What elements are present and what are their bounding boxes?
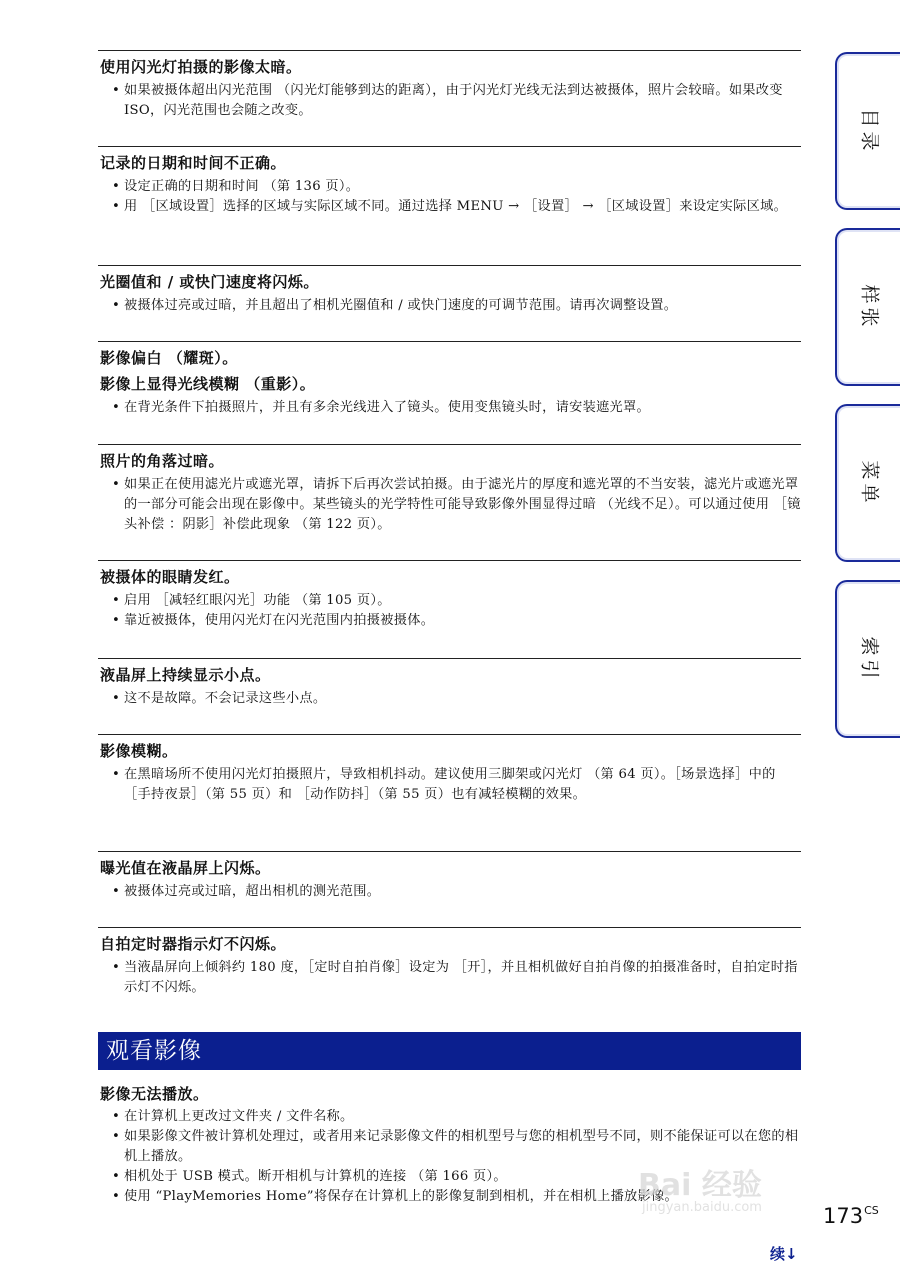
tab-label-text: 菜单 xyxy=(858,459,881,507)
section-title: 使用闪光灯拍摄的影像太暗。 xyxy=(100,58,302,76)
bullet-item: • 使用 “PlayMemories Home”将保存在计算机上的影像复制到相机，并在相机上播放影像。 xyxy=(124,1187,801,1207)
section-title: 被摄体的眼睛发红。 xyxy=(100,568,240,586)
section-rule xyxy=(98,444,801,445)
section-rule xyxy=(98,927,801,928)
troubleshooting-section xyxy=(98,444,801,535)
bullet-list xyxy=(98,296,801,316)
tab-label-text: 目录 xyxy=(858,107,881,155)
tab-contents[interactable] xyxy=(835,52,900,210)
bullet-item: • 在黑暗场所不使用闪光灯拍摄照片，导致相机抖动。建议使用三脚架或闪光灯 （第 64 页）。［场景选择］中的 ［手持夜景］（第 55 页）和 ［动作防抖］（第 55 页）也有减轻模糊的效果。 xyxy=(124,765,801,805)
tab-label xyxy=(851,54,891,208)
section-rule xyxy=(98,560,801,561)
section-title: 自拍定时器指示灯不闪烁。 xyxy=(100,935,287,953)
section-rule xyxy=(98,341,801,342)
bullet-item: • 如果正在使用滤光片或遮光罩，请拆下后再次尝试拍摄。由于滤光片的厚度和遮光罩的不当安装，滤光片或遮光罩的一部分可能会出现在影像中。某些镜头的光学特性可能导致影像外围显得过暗 （光线不足）。可以通过使用 ［镜头补偿 ：阴影］补偿此现象 （第 122 页）。 xyxy=(124,475,801,535)
section-rule xyxy=(98,265,801,266)
section-title: 液晶屏上持续显示小点。 xyxy=(100,666,271,684)
playback-section xyxy=(98,1083,801,1207)
bullet-list xyxy=(98,591,801,631)
section-title: 记录的日期和时间不正确。 xyxy=(100,154,287,172)
section-title: 光圈值和 / 或快门速度将闪烁。 xyxy=(100,273,319,291)
troubleshooting-section xyxy=(98,851,801,902)
bullet-list xyxy=(98,958,801,998)
tab-label xyxy=(851,582,891,736)
section-title: 影像无法播放。 xyxy=(100,1085,209,1103)
tab-label xyxy=(851,406,891,560)
troubleshooting-section xyxy=(98,658,801,709)
section-rule xyxy=(98,146,801,147)
bullet-list xyxy=(98,475,801,535)
section-title: 影像模糊。 xyxy=(100,742,178,760)
troubleshooting-sections xyxy=(98,0,801,1005)
playback-items xyxy=(98,1107,801,1207)
bullet-list xyxy=(98,177,801,217)
bullet-item: • 被摄体过亮或过暗，并且超出了相机光圈值和 / 或快门速度的可调节范围。请再次调整设置。 xyxy=(124,296,801,316)
continue-link[interactable]: 续↓ xyxy=(770,1245,798,1263)
tab-label xyxy=(851,230,891,384)
bullet-list xyxy=(98,689,801,709)
bullet-list xyxy=(98,765,801,805)
manual-content xyxy=(98,0,801,1207)
watermark: Bai 经验 jingyan.baidu.com xyxy=(638,1168,762,1215)
section-title: 照片的角落过暗。 xyxy=(100,452,225,470)
bullet-item: • 靠近被摄体，使用闪光灯在闪光范围内拍摄被摄体。 xyxy=(124,611,801,631)
section-banner: 观看影像 xyxy=(98,1032,801,1070)
section-title: 影像偏白 （耀斑）。 xyxy=(100,349,238,367)
troubleshooting-section xyxy=(98,927,801,998)
bullet-item: • 被摄体过亮或过暗，超出相机的测光范围。 xyxy=(124,882,801,902)
tab-menu[interactable] xyxy=(835,404,900,562)
troubleshooting-section xyxy=(98,734,801,805)
bullet-item: • 这不是故障。不会记录这些小点。 xyxy=(124,689,801,709)
bullet-item: • 如果影像文件被计算机处理过，或者用来记录影像文件的相机型号与您的相机型号不同，则不能保证可以在您的相机上播放。 xyxy=(124,1127,801,1167)
bullet-item: • 在背光条件下拍摄照片，并且有多余光线进入了镜头。使用变焦镜头时，请安装遮光罩。 xyxy=(124,398,801,418)
bullet-item: • 相机处于 USB 模式。断开相机与计算机的连接 （第 166 页）。 xyxy=(124,1167,801,1187)
troubleshooting-section xyxy=(98,146,801,217)
bullet-list xyxy=(98,398,801,418)
bullet-list xyxy=(98,882,801,902)
troubleshooting-section xyxy=(98,265,801,316)
bullet-item: • 如果被摄体超出闪光范围 （闪光灯能够到达的距离），由于闪光灯光线无法到达被摄体，照片会较暗。如果改变 ISO，闪光范围也会随之改变。 xyxy=(124,81,801,121)
page-number: $173^{CS}$ xyxy=(823,1204,879,1228)
tab-label-text: 样张 xyxy=(858,283,881,331)
section-title: 曝光值在液晶屏上闪烁。 xyxy=(100,859,271,877)
bullet-item: • 启用 ［减轻红眼闪光］功能 （第 105 页）。 xyxy=(124,591,801,611)
tab-label-text: 索引 xyxy=(858,635,881,683)
section-rule xyxy=(98,658,801,659)
section-rule xyxy=(98,734,801,735)
tab-samples[interactable] xyxy=(835,228,900,386)
troubleshooting-section xyxy=(98,50,801,121)
bullet-item: • 用 ［区域设置］选择的区域与实际区域不同。通过选择 MENU → ［设置］ → ［区域设置］来设定实际区域。 xyxy=(124,197,801,217)
bullet-list xyxy=(98,81,801,121)
bullet-item: • 当液晶屏向上倾斜约 180 度，［定时自拍肖像］设定为 ［开］，并且相机做好自拍肖像的拍摄准备时，自拍定时指示灯不闪烁。 xyxy=(124,958,801,998)
troubleshooting-section xyxy=(98,341,801,418)
bullet-item: • 在计算机上更改过文件夹 / 文件名称。 xyxy=(124,1107,801,1127)
troubleshooting-section xyxy=(98,560,801,631)
section-rule xyxy=(98,851,801,852)
section-rule xyxy=(98,50,801,51)
section-title: 影像上显得光线模糊 （重影）。 xyxy=(100,375,316,393)
tab-index[interactable] xyxy=(835,580,900,738)
bullet-item: • 设定正确的日期和时间 （第 136 页）。 xyxy=(124,177,801,197)
